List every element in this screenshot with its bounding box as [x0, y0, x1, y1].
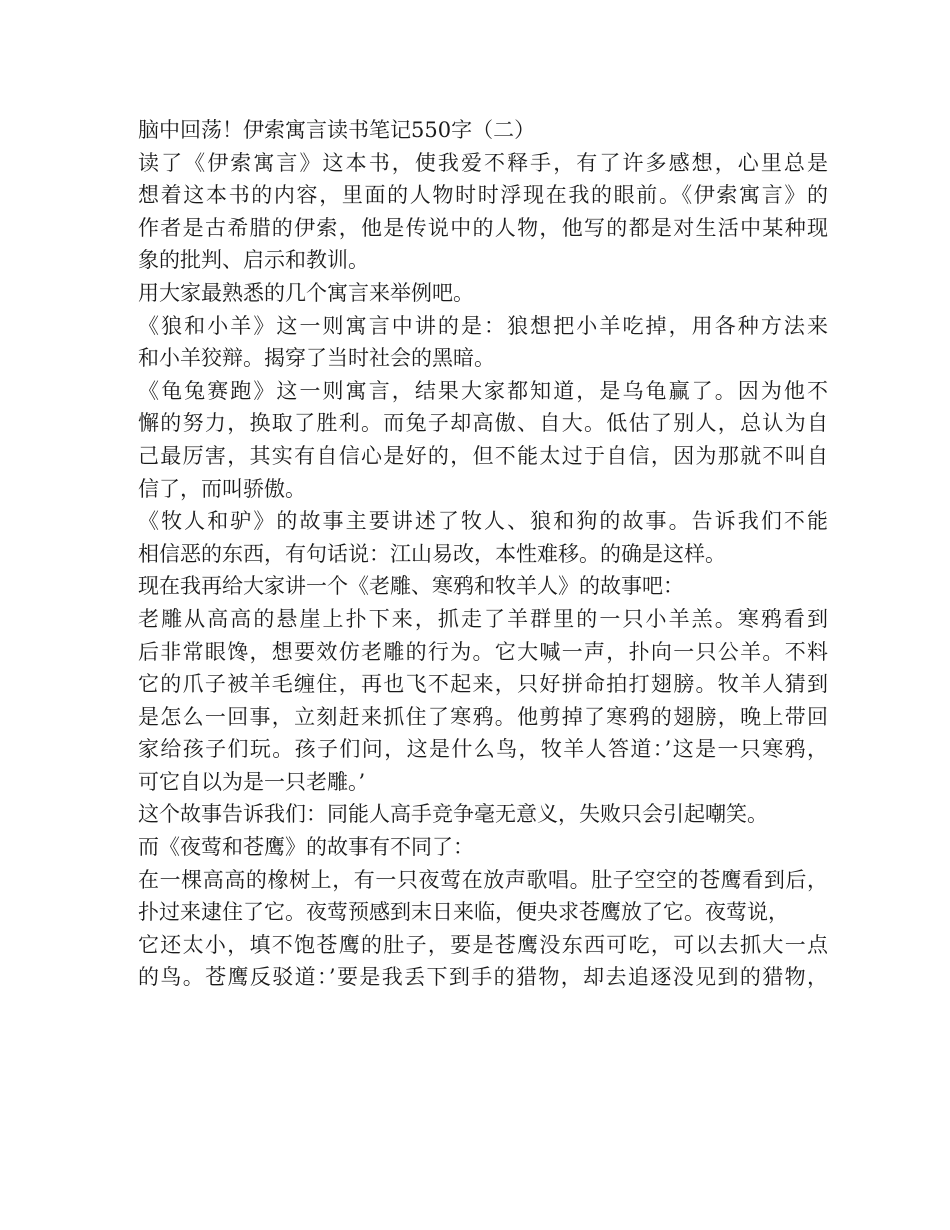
text-line: 现在我再给大家讲一个《老雕、寒鸦和牧羊人》的故事吧：	[138, 574, 684, 599]
text-line: 而《夜莺和苍鹰》的故事有不同了：	[138, 835, 474, 860]
text-line: 是怎么一回事，立刻赶来抓住了寒鸦。他剪掉了寒鸦的翅膀，晚上带回	[138, 704, 828, 729]
text-line: 在一棵高高的橡树上，有一只夜莺在放声歌唱。肚子空空的苍鹰看到后，	[138, 867, 828, 892]
text-line: 信了，而叫骄傲。	[138, 476, 306, 501]
text-line: 这个故事告诉我们：同能人高手竞争毫无意义，失败只会引起嘲笑。	[138, 802, 768, 827]
text-line: 它还太小，填不饱苍鹰的肚子，要是苍鹰没东西可吃，可以去抓大一点	[138, 932, 828, 957]
text-line: 懈的努力，换取了胜利。而兔子却高傲、自大。低估了别人，总认为自	[138, 411, 828, 436]
text-line: 作者是古希腊的伊索，他是传说中的人物，他写的都是对生活中某种现	[138, 215, 828, 240]
text-line: 《狼和小羊》这一则寓言中讲的是：狼想把小羊吃掉，用各种方法来	[138, 313, 828, 338]
text-line: 相信恶的东西，有句话说：江山易改，本性难移。的确是这样。	[138, 541, 726, 566]
text-line: 《牧人和驴》的故事主要讲述了牧人、狼和狗的故事。告诉我们不能	[138, 509, 828, 534]
document-title: 脑中回荡！伊索寓言读书笔记550字（二）	[138, 118, 536, 142]
text-line: 和小羊狡辩。揭穿了当时社会的黑暗。	[138, 346, 495, 371]
text-line: 老雕从高高的悬崖上扑下来，抓走了羊群里的一只小羊羔。寒鸦看到	[138, 606, 828, 631]
text-line: 用大家最熟悉的几个寓言来举例吧。	[138, 280, 474, 305]
text-line: 的鸟。苍鹰反驳道：’要是我丢下到手的猎物，却去追逐没见到的猎物，	[138, 965, 828, 990]
text-line: 《龟兔赛跑》这一则寓言，结果大家都知道，是乌龟赢了。因为他不	[138, 378, 828, 403]
text-line: 可它自以为是一只老雕。’	[138, 769, 366, 794]
text-line: 扑过来逮住了它。夜莺预感到末日来临，便央求苍鹰放了它。夜莺说，	[138, 900, 789, 925]
text-line: 象的批判、启示和教训。	[138, 248, 369, 273]
text-line: 后非常眼馋，想要效仿老雕的行为。它大喊一声，扑向一只公羊。不料	[138, 639, 828, 664]
text-line: 想着这本书的内容，里面的人物时时浮现在我的眼前。《伊索寓言》的	[138, 183, 828, 208]
text-line: 它的爪子被羊毛缠住，再也飞不起来，只好拼命拍打翅膀。牧羊人猜到	[138, 672, 828, 697]
text-line: 家给孩子们玩。孩子们问，这是什么鸟，牧羊人答道：’这是一只寒鸦，	[138, 737, 828, 762]
text-line: 读了《伊索寓言》这本书，使我爱不释手，有了许多感想，心里总是	[138, 150, 828, 175]
text-line: 己最厉害，其实有自信心是好的，但不能太过于自信，因为那就不叫自	[138, 443, 828, 468]
document-body	[138, 114, 828, 994]
